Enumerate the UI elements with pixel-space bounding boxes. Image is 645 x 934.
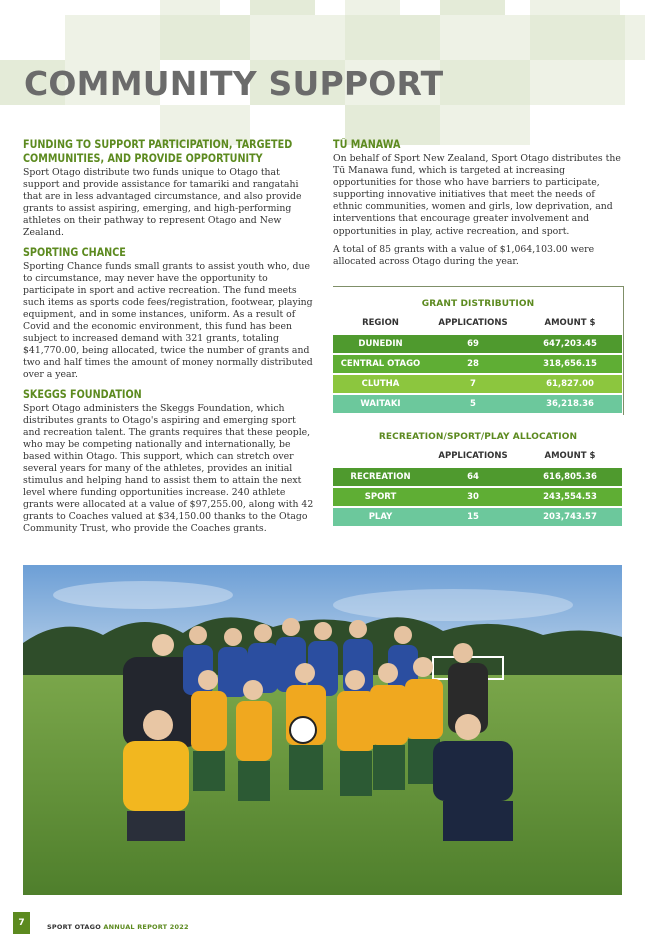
- table-cell: DUNEDIN: [358, 339, 403, 349]
- table-cell: 30: [467, 492, 479, 502]
- section-body-sporting-chance: Sporting Chance funds small grants to assist youth who, due to circumstance, may never have the opportunity to participate in sport and active recreation. The fund meets such items as sports code fees/registration, footwear, playing equipment, and in some instances, uniform. As a result of Covid and the economic environment, this fund has been subject to increased demand with 321 grants, totaling $41,770.00, being allocated, twice the number of grants and two and half times the amount of money normally distributed over a year.: [23, 260, 313, 381]
- table-row: [333, 508, 622, 526]
- table-header-cell: REGION: [362, 317, 399, 328]
- table-cell: 318,656.15: [543, 359, 597, 369]
- page-number: 7: [13, 912, 30, 934]
- table-header-row: [333, 448, 622, 463]
- table-cell: 61,827.00: [546, 379, 594, 389]
- table-cell: CENTRAL OTAGO: [340, 359, 421, 369]
- section-heading-tu-manawa: TŪ MANAWA: [333, 138, 401, 151]
- table-cell: 69: [467, 339, 479, 349]
- table-row: [333, 468, 622, 486]
- table-cell: 7: [470, 379, 476, 389]
- table-cell: RECREATION: [350, 472, 411, 482]
- table-header-cell: APPLICATIONS: [438, 317, 508, 328]
- table-header-cell: AMOUNT $: [544, 450, 596, 461]
- section-heading-sporting-chance: SPORTING CHANCE: [23, 245, 126, 259]
- footer-report: ANNUAL REPORT 2022: [103, 923, 189, 931]
- table-title: GRANT DISTRIBUTION: [421, 299, 535, 309]
- table-cell: SPORT: [364, 492, 397, 502]
- table-cell: 647,203.45: [543, 339, 597, 349]
- footer-org: SPORT OTAGO: [47, 923, 101, 931]
- table-cell: 5: [470, 399, 476, 409]
- section-body-funding: Sport Otago distribute two funds unique to Otago that support and provide assistance for tamariki and rangatahi that are in less advantaged circumstance, and also provide grants to assist aspiring, emerging, and high-performing athletes on their pathway to represent Otago and New Zealand.: [23, 167, 302, 239]
- table-cell: 203,743.57: [543, 512, 597, 522]
- table-cell: 616,805.36: [543, 472, 597, 482]
- grant-distribution-table: [333, 286, 624, 415]
- table-header-row: [333, 315, 622, 330]
- table-header-cell: AMOUNT $: [544, 317, 596, 328]
- table-row: [333, 375, 622, 393]
- table-cell: WAITAKI: [360, 399, 401, 409]
- table-row: [333, 355, 622, 373]
- recreation-allocation-table: [333, 432, 623, 528]
- table-row: [333, 488, 622, 506]
- right-column: [333, 138, 623, 274]
- section-body-tu-manawa: On behalf of Sport New Zealand, Sport Otago distributes the Tū Manawa fund, which is targeted at increasing opportunities for those who have barriers to participate, supporting innovative initiatives that meet the needs of ethnic communities, women and girls, low deprivation, and interventions that encourage greater involvement and opportunities in play, active recreation, and sport.: [333, 153, 621, 237]
- table-cell: PLAY: [368, 512, 393, 522]
- left-column: [23, 138, 315, 542]
- table-cell: CLUTHA: [361, 379, 400, 389]
- section-heading-skeggs: SKEGGS FOUNDATION: [23, 387, 142, 401]
- table-cell: 64: [467, 472, 479, 482]
- section-heading-funding: FUNDING TO SUPPORT PARTICIPATION, TARGETED COMMUNITIES, AND PROVIDE OPPORTUNITY: [23, 138, 293, 165]
- team-photo-illustration: [23, 565, 622, 895]
- table-title: RECREATION/SPORT/PLAY ALLOCATION: [378, 432, 578, 442]
- section-body-skeggs: Sport Otago administers the Skeggs Foundation, which distributes grants to Otago's aspiring and emerging sport and recreation talent. The grants requires that these people, who may be competing nationally and internationally, be based within Otago. This support, which can stretch over several years for many of the athletes, provides an initial stimulus and helping hand to assist them to attain the next level where funding opportunities increase. 240 athlete grants were allocated at a value of $97,255.00, along with 42 grants to Coaches valued at $34,150.00 thanks to the Otago Community Trust, who provide the Coaches grants.: [23, 402, 314, 535]
- table-cell: 15: [467, 512, 479, 522]
- table-cell: 243,554.53: [543, 492, 597, 502]
- table-row: [333, 395, 622, 413]
- table-header-cell: APPLICATIONS: [438, 450, 508, 461]
- team-photo: [23, 565, 622, 895]
- table-cell: 36,218.36: [546, 399, 594, 409]
- footer-label: [47, 923, 189, 931]
- page-title: COMMUNITY SUPPORT: [24, 64, 444, 103]
- table-cell: 28: [467, 359, 479, 369]
- section-body-tu-manawa-total: A total of 85 grants with a value of $1,064,103.00 were allocated across Otago during the year.: [333, 243, 595, 267]
- table-row: [333, 335, 622, 353]
